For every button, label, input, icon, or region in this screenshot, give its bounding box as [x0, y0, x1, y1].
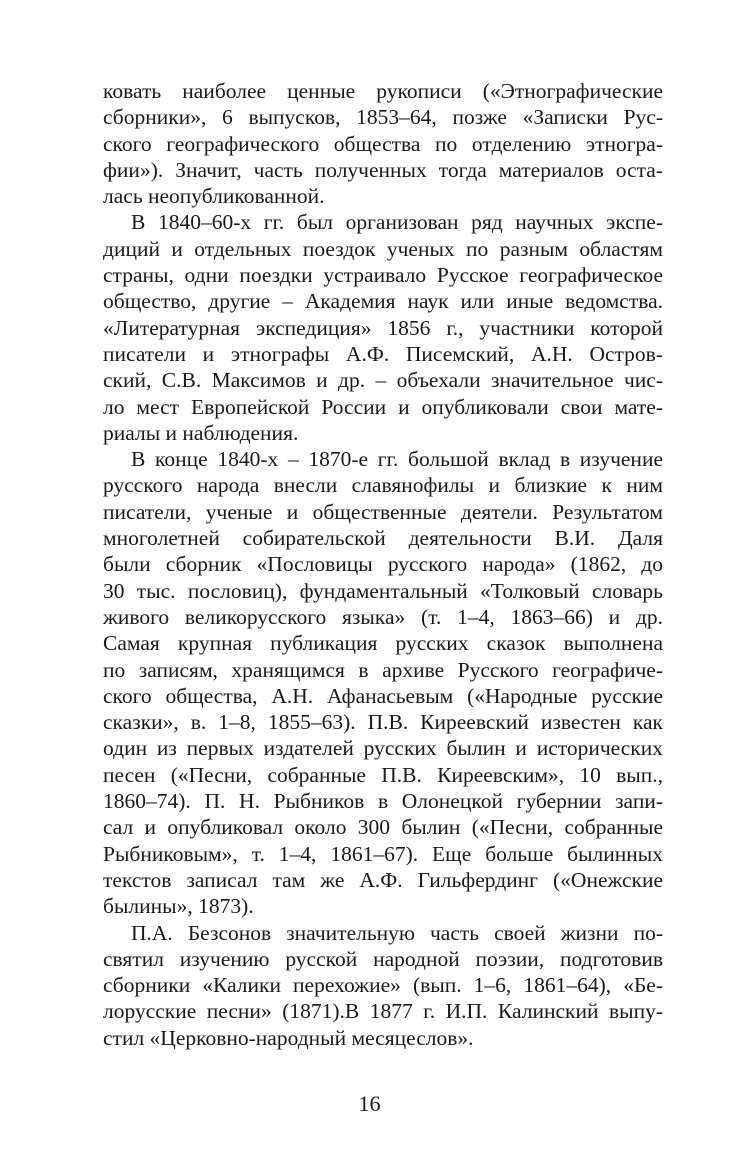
text-line: лась неопубликованной.: [103, 184, 325, 209]
text-line: риалы и наблюдения.: [103, 420, 299, 445]
text-line: сал и опубликовал около 300 былин («Песни, собранные: [103, 815, 663, 840]
text-line: сказки», в. 1–8, 1855–63). П.В. Киреевский известен как: [103, 710, 663, 735]
text-line: В конце 1840-х – 1870-е гг. большой вклад в изучение: [131, 447, 663, 472]
text-line: В 1840–60-х гг. был организован ряд научных экспе-: [131, 210, 663, 235]
text-line: ло мест Европейской России и опубликовали свои мате-: [103, 394, 663, 419]
text-line: один из первых издателей русских былин и исторических: [103, 736, 663, 761]
text-line: Рыбниковым», т. 1–4, 1861–67). Еще больше былинных: [103, 841, 663, 866]
text-line: писатели, ученые и общественные деятели. Результатом: [103, 499, 663, 524]
text-line: текстов записал там же А.Ф. Гильфердинг («Онежские: [103, 867, 663, 892]
text-line: были сборник «Пословицы русского народа» (1862, до: [103, 552, 663, 577]
text-line: ского общества, А.Н. Афанасьевым («Народные русские: [103, 683, 663, 708]
paragraph-2: [103, 209, 663, 446]
page-number: 16: [358, 1091, 381, 1116]
text-line: 1860–74). П. Н. Рыбников в Олонецкой губернии запи-: [103, 789, 663, 814]
text-line: «Литературная экспедиция» 1856 г., участники которой: [103, 315, 663, 340]
text-line: Самая крупная публикация русских сказок выполнена: [103, 631, 663, 656]
text-line: сборники «Калики перехожие» (вып. 1–6, 1861–64), «Бе-: [103, 973, 663, 998]
text-line: стил «Церковно-народный месяцеслов».: [103, 1025, 474, 1050]
text-line: П.А. Безсонов значительную часть своей жизни по-: [131, 920, 663, 945]
text-line: общество, другие – Академия наук или иные ведомства.: [103, 289, 663, 314]
text-line: ский, С.В. Максимов и др. – объехали значительное чис-: [103, 368, 663, 393]
text-line: святил изучению русской народной поэзии, подготовив: [103, 946, 663, 971]
paragraph-4: [103, 920, 663, 1051]
text-line: ковать наиболее ценные рукописи («Этнографические: [103, 79, 663, 103]
text-line: сборники», 6 выпусков, 1853–64, позже «Записки Рус-: [103, 105, 663, 130]
paragraph-3: [103, 446, 663, 919]
text-line: писатели и этнографы А.Ф. Писемский, А.Н. Остров-: [103, 341, 663, 366]
text-line: песен («Песни, собранные П.В. Киреевским», 10 вып.,: [103, 762, 663, 787]
text-line: многолетней собирательской деятельности В.И. Даля: [103, 526, 663, 551]
paragraph-1: [103, 78, 663, 209]
text-line: страны, одни поездки устраивало Русское географическое: [103, 263, 663, 288]
text-line: былины», 1873).: [103, 894, 254, 919]
page-text: [103, 78, 663, 1051]
text-line: русского народа внесли славянофилы и близкие к ним: [103, 473, 663, 498]
text-line: живого великорусского языка» (т. 1–4, 1863–66) и др.: [103, 604, 663, 629]
text-line: по записям, хранящимся в архиве Русского географиче-: [103, 657, 663, 682]
text-line: лорусские песни» (1871).В 1877 г. И.П. Калинский выпу-: [103, 999, 663, 1024]
text-line: диций и отдельных поездок ученых по разным областям: [103, 236, 663, 261]
text-line: фии»). Значит, часть полученных тогда материалов оста-: [103, 157, 663, 182]
text-line: ского географического общества по отделению этногра-: [103, 131, 663, 156]
text-line: 30 тыс. пословиц), фундаментальный «Толковый словарь: [103, 578, 663, 603]
